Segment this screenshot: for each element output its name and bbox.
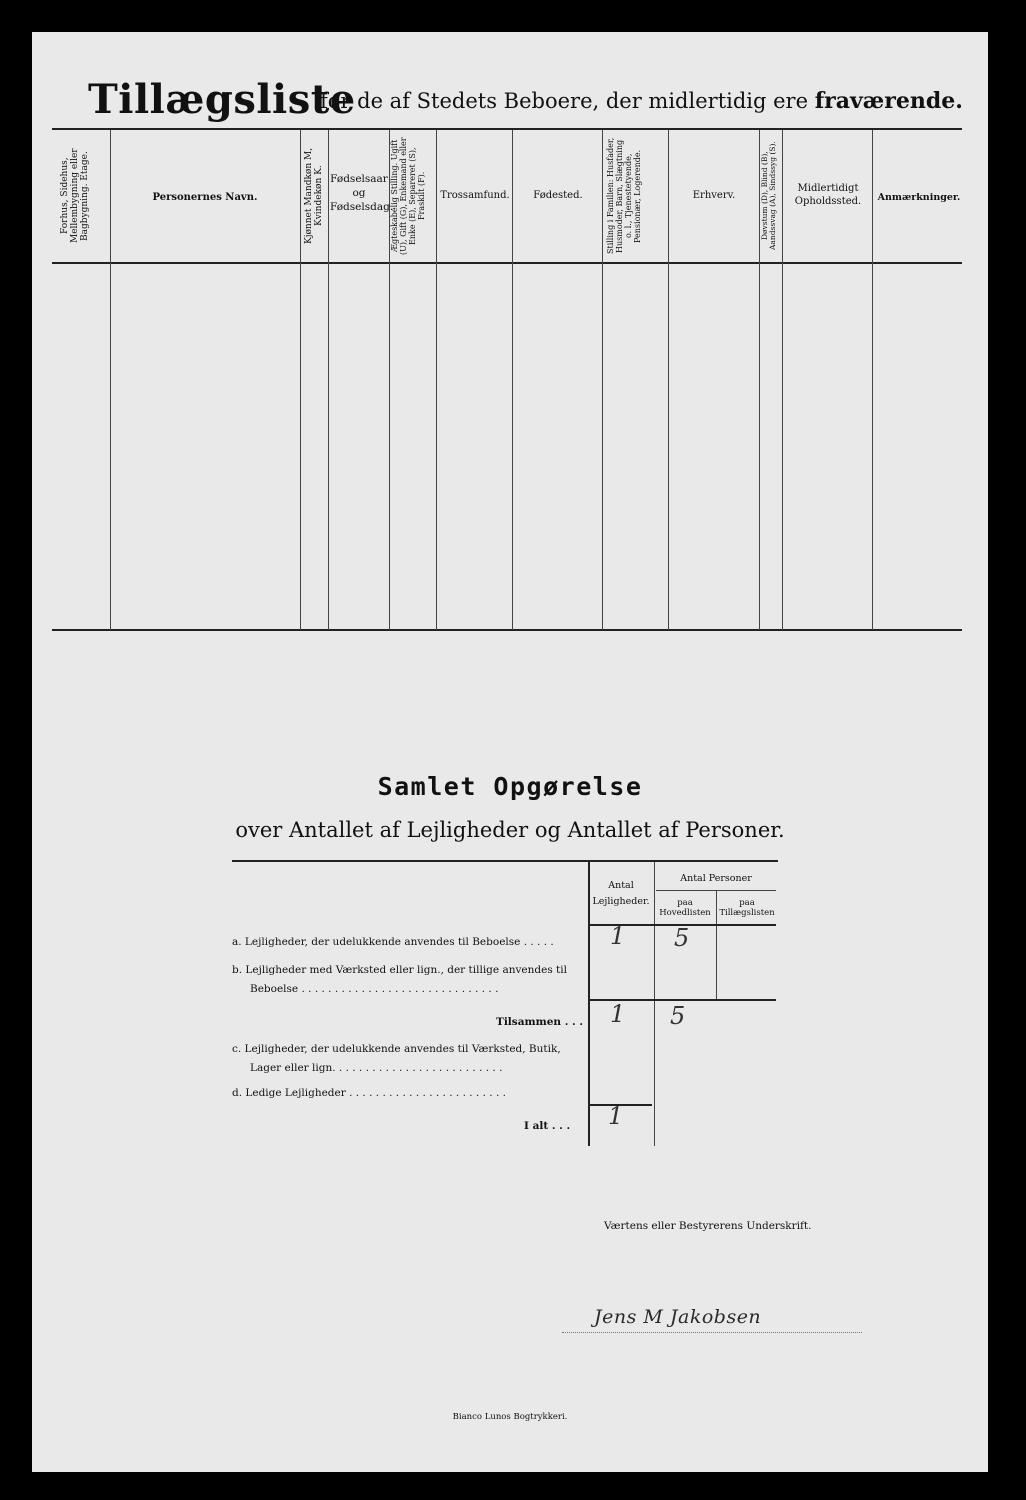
table-header-rule <box>52 262 962 264</box>
summary-divider <box>716 890 717 1000</box>
col-header-name: Personernes Navn. <box>152 192 258 203</box>
summary-persons-rule <box>656 890 776 891</box>
summary-row-c-line2: Lager eller lign. . . . . . . . . . . . . . . . . . . . . . . . . . <box>250 1062 503 1074</box>
table-top-rule <box>52 128 962 130</box>
col-divider <box>436 130 437 630</box>
form-subtitle-bold: fraværende. <box>814 88 963 114</box>
col-header-building: Forhus, Sidehus, Mellembygning eller Bagbygning. Etage. <box>60 148 90 244</box>
table-bottom-rule <box>52 629 962 631</box>
summary-col-apartments: Antal Lejligheder. <box>592 880 650 907</box>
col-divider <box>110 130 111 630</box>
col-divider <box>668 130 669 630</box>
col-header-occupation: Erhverv. <box>692 190 736 201</box>
col-divider <box>512 130 513 630</box>
summary-row-d: d. Ledige Lejligheder . . . . . . . . . . . . . . . . . . . . . . . . <box>232 1087 506 1099</box>
form-subtitle-prefix: for de af Stedets Beboere, der midlertidig ere <box>320 89 809 113</box>
value-total-persons: 5 <box>670 1002 686 1030</box>
col-header-religion: Trossamfund. <box>440 190 510 201</box>
col-divider <box>300 130 301 630</box>
col-header-marital: Ægteskabelig Stilling. Ugift (U), Gift (G), Enkemand eller Enke (E), Separeret (S), Fraskilt (F). <box>390 137 426 255</box>
col-divider <box>602 130 603 630</box>
summary-col-persons: Antal Personer <box>680 873 752 884</box>
summary-subtitle: over Antallet af Lejligheder og Antallet af Personer. <box>235 818 785 842</box>
signature-handwritten: Jens M Jakobsen <box>594 1306 762 1328</box>
summary-row-a: a. Lejligheder, der udelukkende anvendes til Beboelse . . . . . <box>232 936 554 948</box>
summary-row-b-line1: b. Lejligheder med Værksted eller lign., der tillige anvendes til <box>232 964 567 976</box>
col-header-sex: Kjønnet Mandkøn M, Kvindekøn K. <box>304 147 324 245</box>
printer-credit: Bianco Lunos Bogtrykkeri. <box>452 1412 568 1422</box>
form-title: Tillægsliste <box>88 76 356 123</box>
col-divider <box>328 130 329 630</box>
census-form-page <box>32 32 988 1472</box>
summary-row-total: Tilsammen . . . <box>496 1016 583 1028</box>
value-total-apartments: 1 <box>610 1000 626 1028</box>
summary-top-rule <box>232 860 778 862</box>
summary-col-supp: paa Tillægslisten <box>719 898 775 918</box>
col-header-birthplace: Fødested. <box>533 190 583 201</box>
summary-row-c-line1: c. Lejligheder, der udelukkende anvendes til Værksted, Butik, <box>232 1043 561 1055</box>
signature-label: Værtens eller Bestyrerens Underskrift. <box>604 1220 812 1232</box>
col-divider <box>782 130 783 630</box>
summary-row-all: I alt . . . <box>524 1120 571 1132</box>
value-a-persons: 5 <box>674 924 690 952</box>
summary-col-main: paa Hovedlisten <box>659 898 711 918</box>
value-a-apartments: 1 <box>610 922 626 950</box>
col-header-remarks: Anmærkninger. <box>877 192 961 203</box>
col-header-disability: Døvstum (D), Blind (B), Aandssvag (A), Sindssyg (S). <box>760 141 777 251</box>
col-divider <box>872 130 873 630</box>
value-all-apartments: 1 <box>608 1102 624 1130</box>
signature-line <box>562 1332 862 1333</box>
summary-row-b-line2: Beboelse . . . . . . . . . . . . . . . . . . . . . . . . . . . . . . <box>250 983 499 995</box>
col-header-birth: Fødselsaar og Fødselsdag. <box>330 173 394 213</box>
summary-divider <box>654 862 655 1146</box>
summary-title: Samlet Opgørelse <box>377 772 643 801</box>
col-header-temp-residence: Midlertidigt Opholdssted. <box>794 183 862 207</box>
col-header-family: Stilling i Familien: Husfader, Husmoder, Barn, Slægtning o. l., Tjenestetyende, Pensionær, Logerende. <box>606 137 642 255</box>
form-subtitle <box>320 88 963 114</box>
